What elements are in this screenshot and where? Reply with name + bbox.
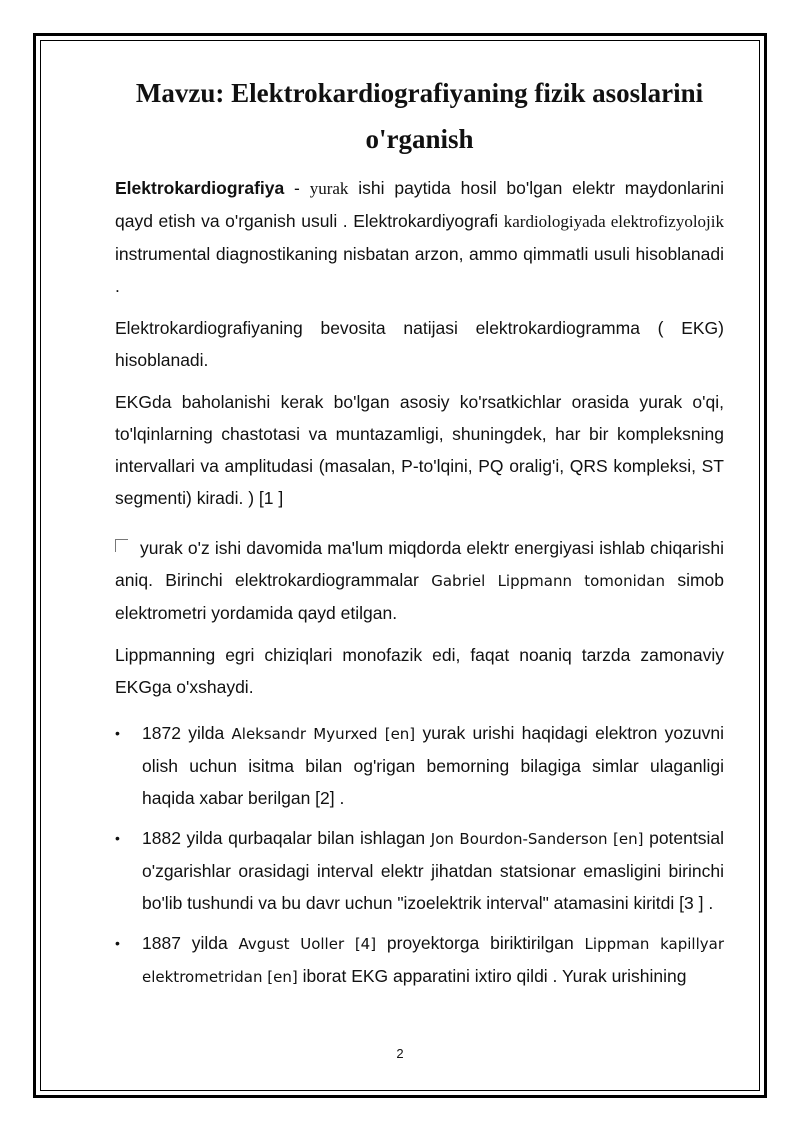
- list-item: • 1887 yilda Avgust Uoller [4] proyektorga biriktirilgan Lippman kapillyar elektrometridan [en] iborat EKG apparatini ixtiro qildi . Yurak urishining: [115, 927, 724, 993]
- link-lippmann[interactable]: Gabriel Lippmann tomonidan: [431, 572, 665, 590]
- link-yurak[interactable]: yurak: [309, 179, 349, 198]
- paragraph-definition: Elektrokardiografiya - yurak ishi paytida hosil bo'lgan elektr maydonlarini qayd etish va o'rganish usuli . Elektrokardiyografi kardiologiyada elektrofizyolojik instrumental diagnostikaning nisbatan arzon, ammo qimmatli usuli hisoblanadi .: [115, 178, 724, 296]
- list-item: • 1882 yilda qurbaqalar bilan ishlagan Jon Bourdon-Sanderson [en] potentsial o'zgarishlar orasidagi interval elektr jihatdan statsionar emasligini birinchi bo'lib tushundi va bu davr uchun "izoelektrik interval" atamasini kiritdi [3 ] .: [115, 822, 724, 919]
- image-placeholder-icon: [115, 539, 128, 552]
- paragraph-ekg-indicators: EKGda baholanishi kerak bo'lgan asosiy ko'rsatkichlar orasida yurak o'qi, to'lqinlarning chastotasi va muntazamligi, shuningdek, har bir kompleksning intervallari va amplitudasi (masalan, P-to'lqini, PQ oralig'i, QRS kompleksi, ST segmenti) kiradi. ) [1 ]: [115, 392, 724, 508]
- link-lippman-electrometer[interactable]: Lippman kapillyar elektrometridan [en]: [142, 935, 725, 986]
- paragraph-lippmann: yurak o'z ishi davomida ma'lum miqdorda elektr energiyasi ishlab chiqarishi aniq. Birinchi elektrokardiogrammalar Gabriel Lippmann tomonidan simob elektrometri yordamida qayd etilgan.: [115, 538, 725, 623]
- paragraph-ekg-result: Elektrokardiografiyaning bevosita natijasi elektrokardiogramma ( EKG) hisoblanadi.: [115, 318, 724, 370]
- paragraph-lippmann-curves: Lippmanning egri chiziqlari monofazik edi, faqat noaniq tarzda zamonaviy EKGga o'xshaydi.: [115, 645, 724, 697]
- link-uoller[interactable]: Avgust Uoller [4]: [238, 935, 377, 953]
- history-list: [115, 717, 724, 993]
- page-number: 2: [396, 1046, 404, 1061]
- link-bourdon-sanderson[interactable]: Jon Bourdon-Sanderson [en]: [430, 830, 644, 848]
- page-title: Mavzu: Elektrokardiografiyaning fizik asoslarini o'rganish: [135, 78, 704, 154]
- term-bold: Elektrokardiografiya: [115, 178, 285, 198]
- list-item: • 1872 yilda Aleksandr Myurxed [en] yurak urishi haqidagi elektron yozuvni olish uchun isitma bilan og'rigan bemorning bilagiga simlar ulaganligi haqida xabar berilgan [2] .: [115, 717, 724, 814]
- link-myurxed[interactable]: Aleksandr Myurxed [en]: [231, 725, 416, 743]
- document-body: [115, 70, 724, 1001]
- link-kardiologiya[interactable]: kardiologiyada elektrofizyolojik: [503, 212, 724, 231]
